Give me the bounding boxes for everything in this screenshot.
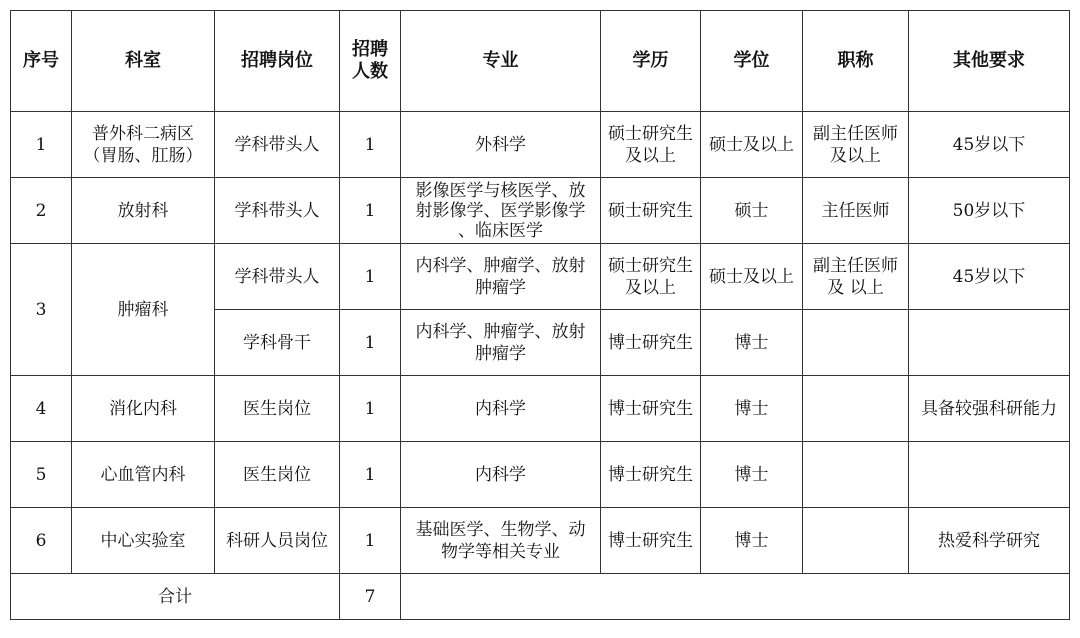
header-count: 招聘 人数 (340, 11, 401, 112)
cell-degree: 硕士 (701, 178, 803, 244)
cell-title (803, 508, 909, 574)
cell-no: 2 (11, 178, 72, 244)
cell-no: 4 (11, 376, 72, 442)
cell-count: 1 (340, 376, 401, 442)
header-row (11, 11, 1070, 112)
cell-position: 医生岗位 (215, 376, 340, 442)
cell-title: 副主任医师 及以上 (803, 112, 909, 178)
table-row (11, 508, 1070, 574)
cell-major: 内科学、肿瘤学、放射 肿瘤学 (401, 244, 601, 310)
cell-position: 学科带头人 (215, 112, 340, 178)
cell-dept: 心血管内科 (72, 442, 215, 508)
cell-degree: 硕士及以上 (701, 112, 803, 178)
cell-major: 影像医学与核医学、放 射影像学、医学影像学 、临床医学 (401, 178, 601, 244)
cell-other (909, 310, 1070, 376)
cell-position: 学科带头人 (215, 178, 340, 244)
total-empty-cell (401, 574, 1070, 620)
header-education: 学历 (601, 11, 701, 112)
cell-position: 医生岗位 (215, 442, 340, 508)
header-position: 招聘岗位 (215, 11, 340, 112)
cell-major: 内科学 (401, 376, 601, 442)
cell-count: 1 (340, 178, 401, 244)
cell-title (803, 442, 909, 508)
header-dept: 科室 (72, 11, 215, 112)
cell-count: 1 (340, 442, 401, 508)
cell-education: 硕士研究生 及以上 (601, 244, 701, 310)
cell-title (803, 376, 909, 442)
total-row (11, 574, 1070, 620)
cell-other (909, 442, 1070, 508)
cell-education: 博士研究生 (601, 376, 701, 442)
cell-other: 具备较强科研能力 (909, 376, 1070, 442)
total-value: 7 (340, 574, 401, 620)
cell-degree: 博士 (701, 508, 803, 574)
cell-no: 5 (11, 442, 72, 508)
cell-major: 外科学 (401, 112, 601, 178)
cell-dept: 普外科二病区 （胃肠、肛肠） (72, 112, 215, 178)
cell-dept: 消化内科 (72, 376, 215, 442)
cell-dept: 中心实验室 (72, 508, 215, 574)
table-row (11, 376, 1070, 442)
cell-other: 45岁以下 (909, 112, 1070, 178)
header-degree: 学位 (701, 11, 803, 112)
cell-other: 50岁以下 (909, 178, 1070, 244)
cell-dept: 肿瘤科 (72, 244, 215, 376)
table-row (11, 442, 1070, 508)
cell-education: 博士研究生 (601, 442, 701, 508)
header-no: 序号 (11, 11, 72, 112)
cell-education: 博士研究生 (601, 310, 701, 376)
table-row (11, 244, 1070, 310)
cell-no: 6 (11, 508, 72, 574)
header-title: 职称 (803, 11, 909, 112)
header-major: 专业 (401, 11, 601, 112)
cell-major: 内科学 (401, 442, 601, 508)
cell-degree: 博士 (701, 442, 803, 508)
cell-count: 1 (340, 508, 401, 574)
total-label: 合计 (11, 574, 340, 620)
cell-dept: 放射科 (72, 178, 215, 244)
cell-other: 45岁以下 (909, 244, 1070, 310)
cell-degree: 博士 (701, 310, 803, 376)
cell-major: 基础医学、生物学、动 物学等相关专业 (401, 508, 601, 574)
cell-title: 主任医师 (803, 178, 909, 244)
cell-position: 科研人员岗位 (215, 508, 340, 574)
cell-count: 1 (340, 244, 401, 310)
cell-position: 学科骨干 (215, 310, 340, 376)
cell-count: 1 (340, 310, 401, 376)
cell-education: 硕士研究生 (601, 178, 701, 244)
header-other: 其他要求 (909, 11, 1070, 112)
cell-education: 硕士研究生 及以上 (601, 112, 701, 178)
cell-no: 1 (11, 112, 72, 178)
cell-position: 学科带头人 (215, 244, 340, 310)
cell-title: 副主任医师 及 以上 (803, 244, 909, 310)
cell-degree: 博士 (701, 376, 803, 442)
cell-education: 博士研究生 (601, 508, 701, 574)
cell-other: 热爱科学研究 (909, 508, 1070, 574)
cell-no: 3 (11, 244, 72, 376)
cell-title (803, 310, 909, 376)
cell-count: 1 (340, 112, 401, 178)
cell-major: 内科学、肿瘤学、放射 肿瘤学 (401, 310, 601, 376)
cell-degree: 硕士及以上 (701, 244, 803, 310)
table-row (11, 178, 1070, 244)
recruitment-table (10, 10, 1070, 620)
table-row (11, 112, 1070, 178)
